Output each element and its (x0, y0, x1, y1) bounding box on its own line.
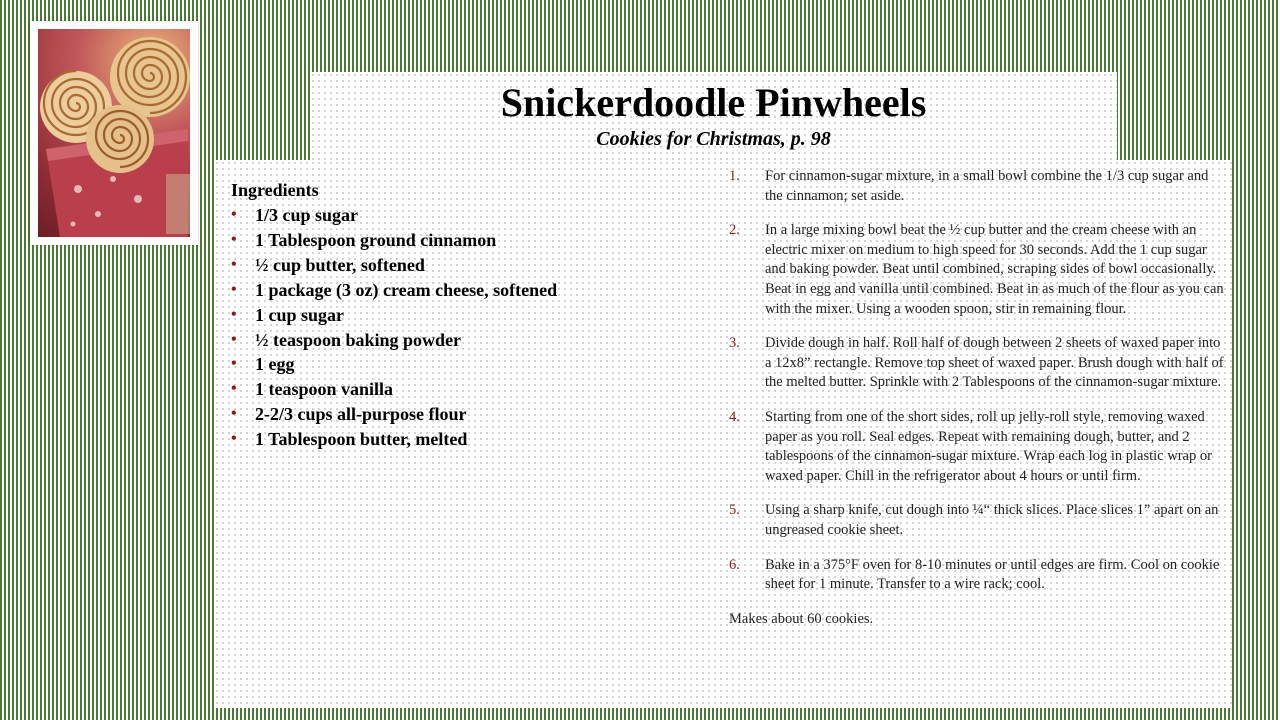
step-text: For cinnamon-sugar mixture, in a small bowl combine the 1/3 cup sugar and the cinnamon; set aside. (765, 168, 1209, 204)
step-number: 3. (729, 335, 740, 352)
ingredient-text: 1 Tablespoon butter, melted (255, 429, 468, 450)
direction-step (729, 556, 1224, 595)
bullet-icon: • (231, 255, 237, 273)
ingredient-item (231, 352, 701, 377)
step-number: 4. (729, 408, 740, 425)
ingredient-item (231, 303, 701, 328)
bullet-icon: • (231, 206, 237, 223)
ingredient-item (231, 203, 701, 228)
ingredient-item (231, 427, 701, 452)
ingredient-item (231, 253, 701, 278)
ingredient-text: 1 egg (255, 354, 295, 375)
bullet-icon: • (231, 405, 237, 423)
bullet-icon: • (231, 305, 237, 323)
ingredient-text: ½ teaspoon baking powder (255, 329, 462, 350)
ingredient-text: ½ cup butter, softened (255, 254, 425, 275)
ingredients-list (231, 203, 701, 452)
ingredients-section (231, 178, 701, 452)
direction-step (729, 221, 1224, 319)
bullet-icon: • (231, 430, 237, 448)
bullet-icon: • (231, 380, 237, 398)
recipe-card-edge (166, 174, 190, 234)
ingredient-text: 1 Tablespoon ground cinnamon (255, 229, 497, 250)
recipe-title: Snickerdoodle Pinwheels (500, 80, 927, 125)
ingredient-item (231, 228, 701, 253)
step-text: Using a sharp knife, cut dough into ¼“ thick slices. Place slices 1” apart on an ungreased cookie sheet. (765, 502, 1219, 538)
step-number: 6. (729, 556, 740, 573)
ingredient-item (231, 328, 701, 353)
recipe-source: Cookies for Christmas, p. 98 (596, 128, 831, 150)
pinwheel-cookies-illustration (38, 29, 190, 237)
pinwheel-cookie (86, 105, 154, 173)
photo-frame (30, 21, 198, 245)
ingredients-heading: Ingredients (231, 180, 319, 200)
content-box (214, 160, 1232, 708)
step-text: Bake in a 375°F oven for 8-10 minutes or until edges are firm. Cool on cookie sheet for 1 minute. Transfer to a wire rack; cool. (765, 556, 1220, 593)
cookie-photo (38, 29, 190, 237)
ingredient-text: 1 teaspoon vanilla (255, 379, 394, 400)
recipe-yield: Makes about 60 cookies. (729, 610, 874, 627)
step-number: 2. (729, 222, 740, 239)
directions-section (729, 167, 1224, 629)
step-number: 1. (729, 168, 740, 184)
bullet-icon: • (231, 330, 237, 348)
ingredient-item (231, 377, 701, 402)
step-text: Starting from one of the short sides, roll up jelly-roll style, removing waxed paper as you roll. Seal edges. Repeat with remaining dough, butter, and 2 tablespoons of the cinnamon-sugar mixture. Wrap each log in plastic wrap or waxed paper. Chill in the refrigerator about 4 hours or until firm. (765, 408, 1212, 484)
pinwheel-cookie (110, 37, 190, 117)
step-text: In a large mixing bowl beat the ½ cup butter and the cream cheese with an electric mixer on medium to high speed for 30 seconds. Add the 1 cup sugar and baking powder. Beat until combined, scraping sides of bowl occasionally. Beat in egg and vanilla until combined. Beat in as much of the flour as you can with the mixer. Using a wooden spoon, stir in remaining flour. (765, 222, 1224, 317)
ingredient-text: 1/3 cup sugar (255, 205, 359, 225)
title-box (310, 72, 1117, 160)
ingredient-item (231, 402, 701, 427)
ingredient-text: 2-2/3 cups all-purpose flour (255, 404, 467, 425)
bullet-icon: • (231, 355, 237, 373)
ingredient-text: 1 package (3 oz) cream cheese, softened (255, 279, 558, 300)
direction-step (729, 501, 1224, 540)
direction-step (729, 408, 1224, 486)
bullet-icon: • (231, 230, 237, 248)
step-text: Divide dough in half. Roll half of dough between 2 sheets of waxed paper into a 12x8” rectangle. Remove top sheet of waxed paper. Brush dough with half of the melted butter. Sprinkle with 2 Tablespoons of the cinnamon-sugar mixture. (765, 335, 1224, 391)
ingredient-item (231, 278, 701, 303)
direction-step (729, 167, 1224, 206)
step-number: 5. (729, 502, 740, 519)
direction-step (729, 334, 1224, 393)
bullet-icon: • (231, 280, 237, 298)
ingredient-text: 1 cup sugar (255, 304, 345, 325)
